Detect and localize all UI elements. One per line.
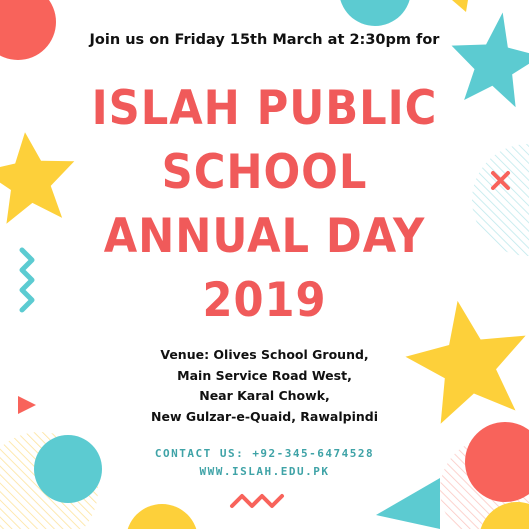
yellow-triangle-shape [452, 0, 468, 12]
title-line-2: SCHOOL [161, 145, 368, 200]
website-link[interactable]: WWW.ISLAH.EDU.PK [199, 465, 330, 478]
contact-phone: CONTACT US: +92-345-6474528 [154, 447, 375, 460]
venue-line-4: New Gulzar-e-Quaid, Rawalpindi [151, 408, 378, 424]
teal-triangle-shape [376, 478, 440, 529]
title-line-1: ISLAH PUBLIC [91, 81, 438, 136]
venue-line-1: Venue: Olives School Ground, [160, 347, 369, 362]
title-line-3: ANNUAL DAY [103, 209, 426, 264]
teal-circle-shape [339, 0, 411, 26]
venue-line-2: Main Service Road West, [177, 367, 352, 383]
yellow-circle-bottom-shape [126, 504, 198, 529]
coral-circle-shape [0, 0, 56, 60]
event-intro-text: Join us on Friday 15th March at 2:30pm for [89, 32, 440, 48]
venue-address [0, 345, 529, 427]
coral-zigzag-icon [232, 496, 282, 506]
venue-line-3: Near Karal Chowk, [199, 388, 330, 403]
title-line-4: 2019 [202, 273, 327, 328]
